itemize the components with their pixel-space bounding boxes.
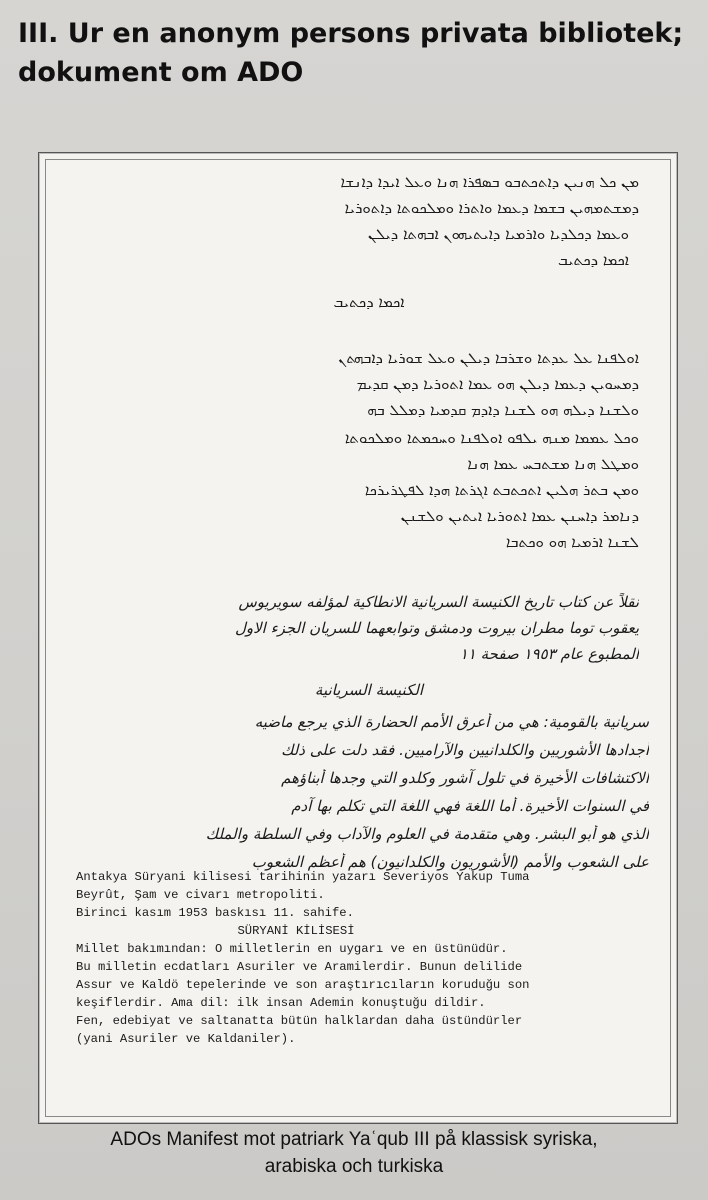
syriac-line: ܕܢܐܡܪ ܕܐܚܢܢ ܥܡܐ ܐܬܘܪܝܐ ܐܝܬܝܢ ܘܠܫܢܢ (400, 507, 639, 525)
arabic-line: سريانية بالقومية: هي من أعرق الأمم الحضارة الذي يرجع ماضيه (254, 713, 649, 731)
caption-line-1: ADOs Manifest mot patriark Yaʿqub III på klassisk syriska, (110, 1129, 598, 1150)
heading-line-1: III. Ur en anonym persons privata bibliotek; (18, 18, 684, 49)
typed-line: Fen, edebiyat ve saltanatta bütün halklardan daha üstündürler (76, 1014, 523, 1028)
typed-line: keşiflerdir. Ama dil: ilk insan Ademin konuştuğu dildir. (76, 996, 486, 1010)
typed-line: Birinci kasım 1953 baskısı 11. sahife. (76, 906, 354, 920)
typed-line: Assur ve Kaldö tepelerinde ve son araştırıcıların koruduğu son (76, 978, 530, 992)
arabic-line: الاكتشافات الأخيرة في تلول آشور وكلدو التي وجدها أبناؤهم (281, 769, 649, 787)
typed-line: Beyrût, Şam ve civarı metropoliti. (76, 888, 325, 902)
syriac-line: ܐܟܡܐ ܕܟܬܝܒ (557, 251, 629, 269)
arabic-line: أجدادها الأشوريين والكلدانيين والآراميين. فقد دلت على ذلك (281, 741, 649, 759)
typed-line: (yani Asuriler ve Kaldaniler). (76, 1032, 296, 1046)
typed-line: Bu milletin ecdatları Asuriler ve Aramilerdir. Bunun delilide (76, 960, 523, 974)
syriac-line: ܘܡܛܠ ܗܢܐ ܡܫܬܒܚ ܥܡܐ ܗܢܐ (467, 455, 639, 473)
arabic-line: الذي هو أبو البشر. وهي متقدمة في العلوم والآداب وفي السلطة والملك (205, 825, 649, 843)
syriac-line: ܠܫܢܐ ܐܪܡܝܐ ܗܘ ܘܟܬܒܐ (505, 533, 639, 551)
page-heading (18, 14, 698, 92)
caption-line-2: arabiska och turkiska (264, 1156, 444, 1177)
figure-caption (0, 1126, 708, 1180)
syriac-line: ܐܟܡܐ ܕܟܬܝܒ (333, 293, 405, 311)
typed-subheading: SÜRYANİ KİLİSESİ (237, 924, 355, 938)
syriac-line: ܕܡܫܬܡܗܝܢ ܒܫܡܐ ܕܥܡܐ ܘܐܬܪܐ ܘܡܠܟܘܬܐ ܕܐܬܘܪܝܐ (344, 199, 639, 217)
heading-line-2: dokument om ADO (18, 57, 304, 88)
syriac-line: ܘܥܡܐ ܕܟܠܕܝܐ ܘܐܪܡܝܐ ܕܐܝܬܝܗܘܢ ܐܒܗܬܐ ܕܝܠܢ (368, 225, 629, 243)
syriac-line: ܡܢ ܟܠ ܗܢܝܢ ܕܐܬܟܬܒܘ ܒܣܦܪܐ ܗܢܐ ܘܥܠ ܐܝܕܐ ܕܐܢܫܐ (340, 173, 639, 191)
syriac-line: ܐܘܠܦܢܐ ܥܠ ܥܕܬܐ ܘܫܪܒܐ ܕܝܠܢ ܘܥܠ ܫܘܪܝܐ ܕܐܒܗܬܢ (338, 349, 639, 367)
arabic-line: على الشعوب والأمم (الأشوريون والكلدانيون) هم أعظم الشعوب (251, 853, 649, 871)
turkish-typed-text (76, 868, 636, 1048)
syriac-line: ܘܡܢ ܒܬܪ ܗܠܝܢ ܐܬܟܬܒܬ ܐܓܪܬܐ ܗܕܐ ܠܦܛܪܝܪܟܐ (364, 481, 639, 499)
typed-line: Antakya Süryani kilisesi tarihinin yazarı Severiyos Yakup Tuma (76, 870, 530, 884)
arabic-line: يعقوب توما مطران بيروت ودمشق وتوابعهما للسريان الجزء الاول (234, 619, 639, 637)
arabic-line: الكنيسة السريانية (314, 681, 424, 699)
syriac-line: ܘܠܫܢܐ ܕܝܠܗ ܗܘ ܠܫܢܐ ܕܐܕܡ ܩܕܡܝܐ ܕܡܠܠ ܒܗ (367, 401, 639, 419)
syriac-line: ܘܟܠ ܥܡܡܐ ܡܢܗ ܝܠܦܘ ܐܘܠܦܢܐ ܘܚܟܡܬܐ ܘܡܠܟܘܬܐ (344, 429, 639, 447)
arabic-line: المطبوع عام ١٩٥٣ صفحة ١١ (459, 645, 639, 663)
arabic-line: نقلاً عن كتاب تاريخ الكنيسة السريانية الانطاكية لمؤلفه سويريوس (238, 593, 639, 611)
syriac-line: ܕܡܚܘܝܢ ܕܥܡܐ ܕܝܠܢ ܗܘ ܥܡܐ ܐܬܘܪܝܐ ܕܡܢ ܩܕܝܡ (356, 375, 639, 393)
arabic-line: في السنوات الأخيرة. أما اللغة فهي اللغة التي تكلم بها آدم (291, 797, 649, 815)
typed-line: Millet bakımından: O milletlerin en uygarı ve en üstünüdür. (76, 942, 508, 956)
